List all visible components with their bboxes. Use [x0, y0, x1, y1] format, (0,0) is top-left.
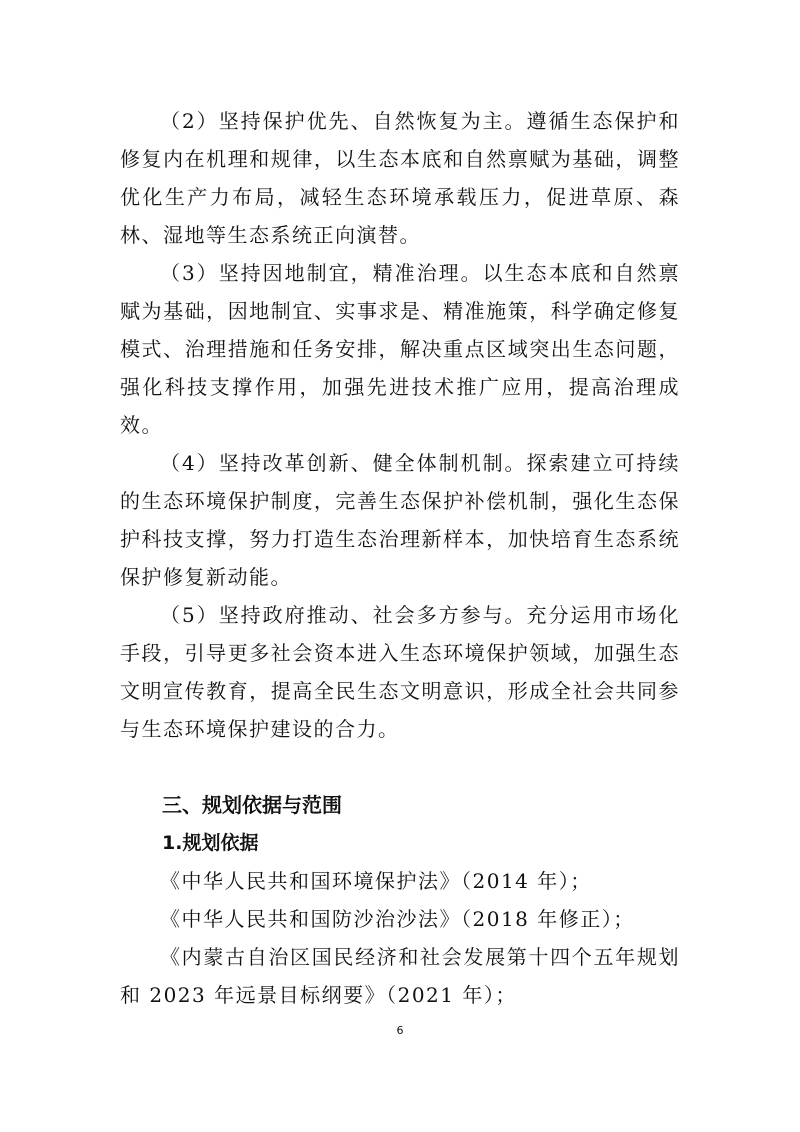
reference-item: 《中华人民共和国环境保护法》（2014 年）；	[160, 869, 592, 893]
reference-item: 《中华人民共和国防沙治沙法》（2018 年修正）；	[160, 907, 635, 931]
paragraph-principle-2: （2）坚持保护优先、自然恢复为主。遵循生态保护和修复内在机理和规律，以生态本底和自然禀赋为基础，调整优化生产力布局，减轻生态环境承载压力，促进草原、森林、湿地等生态系统正向演替。	[120, 109, 680, 247]
paragraph-principle-4: （4）坚持改革创新、健全体制机制。探索建立可持续的生态环境保护制度，完善生态保护补偿机制，强化生态保护科技支撑，努力打造生态治理新样本，加快培育生态系统保护修复新动能。	[120, 451, 680, 589]
reference-item: 《内蒙古自治区国民经济和社会发展第十四个五年规划和 2023 年远景目标纲要》（2021 年）；	[120, 945, 680, 1007]
paragraph-principle-5: （5）坚持政府推动、社会多方参与。充分运用市场化手段，引导更多社会资本进入生态环境保护领域，加强生态文明宣传教育，提高全民生态文明意识，形成全社会共同参与生态环境保护建设的合力。	[120, 603, 680, 741]
page-number: 6	[396, 1024, 404, 1037]
paragraph-principle-3: （3）坚持因地制宜，精准治理。以生态本底和自然禀赋为基础，因地制宜、实事求是、精准施策，科学确定修复模式、治理措施和任务安排，解决重点区域突出生态问题，强化科技支撑作用，加强先进技术推广应用，提高治理成效。	[120, 261, 680, 437]
section-heading: 三、规划依据与范围	[162, 793, 342, 817]
subsection-heading: 1.规划依据	[162, 832, 259, 854]
